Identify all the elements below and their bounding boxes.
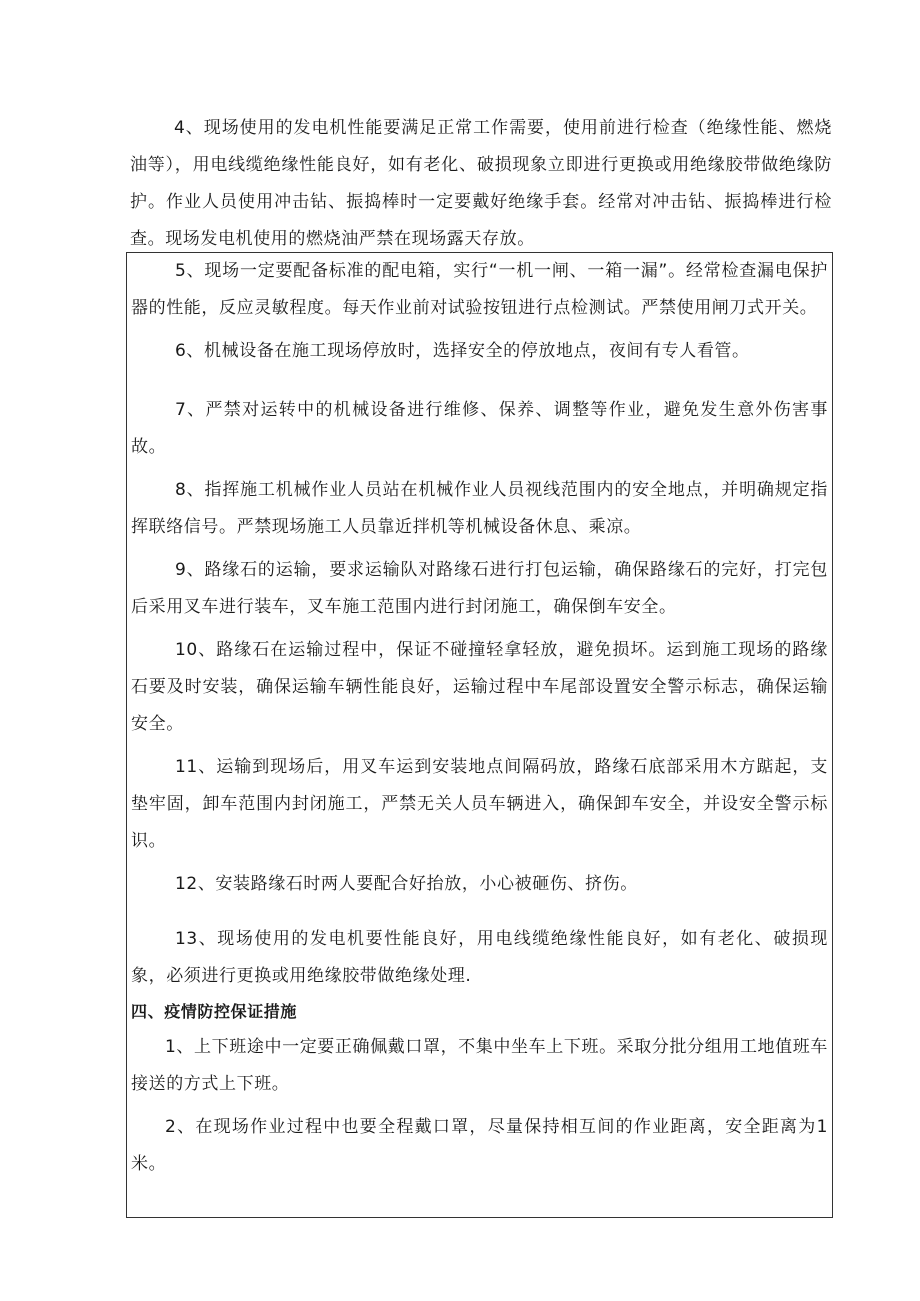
table-cell-content	[131, 253, 828, 1183]
bordered-table-cell	[126, 252, 833, 1218]
top-text-block	[130, 110, 832, 258]
section-heading-epidemic: 四、疫情防控保证措施	[131, 1002, 298, 1021]
paragraph-9: 9、路缘石的运输，要求运输队对路缘石进行打包运输，确保路缘石的完好，打完包后采用叉车进行装车，叉车施工范围内进行封闭施工，确保倒车安全。	[131, 560, 828, 617]
paragraph-4: 4、现场使用的发电机性能要满足正常工作需要，使用前进行检查（绝缘性能、燃烧油等），用电线缆绝缘性能良好，如有老化、破损现象立即进行更换或用绝缘胶带做绝缘防护。作业人员使用冲击钻、振捣棒时一定要戴好绝缘手套。经常对冲击钻、振捣棒进行检查。现场发电机使用的燃烧油严禁在现场露天存放。	[130, 118, 832, 249]
paragraph-5: 5、现场一定要配备标准的配电箱，实行“一机一闸、一箱一漏”。经常检查漏电保护器的性能，反应灵敏程度。每天作业前对试验按钮进行点检测试。严禁使用闸刀式开关。	[131, 261, 828, 318]
paragraph-13: 13、现场使用的发电机要性能良好，用电线缆绝缘性能良好，如有老化、破损现象，必须进行更换或用绝缘胶带做绝缘处理.	[131, 929, 828, 986]
epidemic-paragraph-2: 2、在现场作业过程中也要全程戴口罩，尽量保持相互间的作业距离，安全距离为1米。	[131, 1117, 828, 1174]
paragraph-10: 10、路缘石在运输过程中，保证不碰撞轻拿轻放，避免损坏。运到施工现场的路缘石要及时安装，确保运输车辆性能良好，运输过程中车尾部设置安全警示标志，确保运输安全。	[131, 640, 828, 734]
paragraph-8: 8、指挥施工机械作业人员站在机械作业人员视线范围内的安全地点，并明确规定指挥联络信号。严禁现场施工人员靠近拌机等机械设备休息、乘凉。	[131, 480, 828, 537]
paragraph-6: 6、机械设备在施工现场停放时，选择安全的停放地点，夜间有专人看管。	[175, 341, 750, 361]
paragraph-7: 7、严禁对运转中的机械设备进行维修、保养、调整等作业，避免发生意外伤害事故。	[131, 400, 828, 457]
epidemic-paragraph-1: 1、上下班途中一定要正确佩戴口罩，不集中坐车上下班。采取分批分组用工地值班车接送的方式上下班。	[131, 1037, 828, 1094]
paragraph-11: 11、运输到现场后，用叉车运到安装地点间隔码放，路缘石底部采用木方踮起，支垫牢固，卸车范围内封闭施工，严禁无关人员车辆进入，确保卸车安全，并设安全警示标识。	[131, 757, 828, 851]
paragraph-12: 12、安装路缘石时两人要配合好抬放，小心被砸伤、挤伤。	[175, 874, 638, 894]
